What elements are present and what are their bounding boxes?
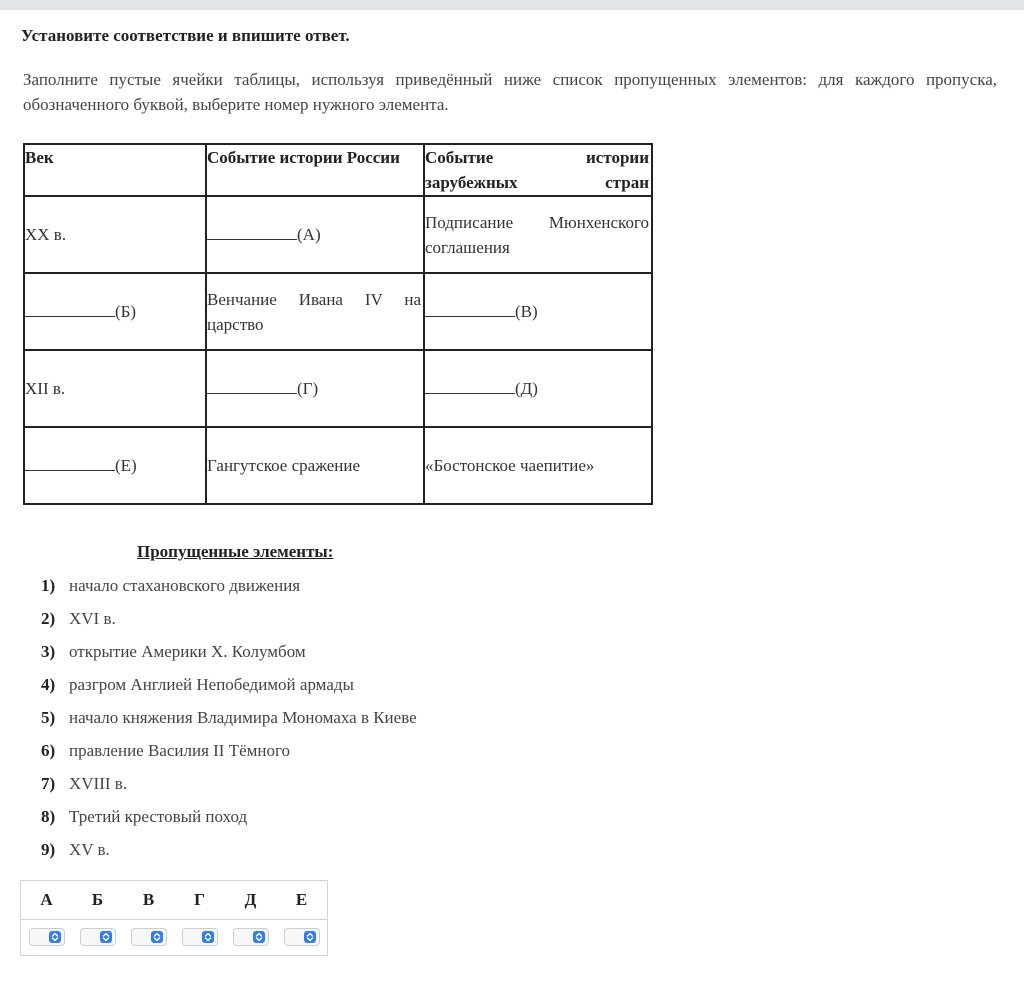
list-item: 3) открытие Америки Х. Колумбом (41, 642, 306, 661)
task-instruction: Заполните пустые ячейки таблицы, используя приведённый ниже список пропущенных элементов: для каждого пропуска, обозначенного буквой, выберите номер нужного элемента. (23, 70, 997, 114)
answer-select-b[interactable] (80, 928, 116, 946)
header-foreign-event: Событие истории зарубежных стран (424, 144, 652, 196)
list-item: 9) XV в. (41, 840, 110, 859)
cell-russia-event: (Г) (206, 350, 424, 427)
table-row (24, 427, 652, 504)
blank-line (425, 376, 515, 394)
answer-letter-a: А (40, 890, 53, 909)
chevron-updown-icon (151, 931, 163, 943)
blank-line (25, 299, 115, 317)
cell-century: XII в. (24, 350, 206, 427)
table-row (24, 196, 652, 273)
task-title: Установите соответствие и впишите ответ. (21, 26, 350, 45)
cell-russia-event: Гангутское сражение (206, 427, 424, 504)
blank-line (25, 453, 115, 471)
cell-century: (Е) (24, 427, 206, 504)
answer-select-v[interactable] (131, 928, 167, 946)
answer-letter-g: Г (194, 890, 205, 909)
chevron-updown-icon (100, 931, 112, 943)
missing-elements-heading: Пропущенные элементы: (137, 542, 334, 561)
answer-letter-v: В (142, 890, 155, 909)
cell-century: (Б) (24, 273, 206, 350)
answer-select-d[interactable] (233, 928, 269, 946)
chevron-updown-icon (49, 931, 61, 943)
chevron-updown-icon (304, 931, 316, 943)
list-item: 5) начало княжения Владимира Мономаха в Киеве (41, 708, 417, 727)
cell-foreign-event: Подписание Мюнхенского соглашения (424, 196, 652, 273)
answer-divider (21, 919, 327, 920)
answer-select-e[interactable] (284, 928, 320, 946)
list-item: 7) XVIII в. (41, 774, 128, 793)
answer-form (20, 880, 328, 956)
cell-foreign-event: (Д) (424, 350, 652, 427)
answer-select-a[interactable] (29, 928, 65, 946)
answer-letters-row (21, 881, 327, 919)
table-header-row (24, 144, 652, 196)
list-item: 6) правление Василия II Тёмного (41, 741, 291, 760)
list-item: 1) начало стахановского движения (41, 576, 301, 595)
chevron-updown-icon (253, 931, 265, 943)
blank-line (425, 299, 515, 317)
list-item: 8) Третий крестовый поход (41, 807, 248, 826)
cell-russia-event: (А) (206, 196, 424, 273)
list-item: 2) XVI в. (41, 609, 116, 628)
events-table (23, 143, 653, 505)
cell-foreign-event: (В) (424, 273, 652, 350)
blank-line (207, 222, 297, 240)
cell-foreign-event: «Бостонское чаепитие» (424, 427, 652, 504)
table-row (24, 273, 652, 350)
header-russia-event: Событие истории России (206, 144, 424, 196)
table-row (24, 350, 652, 427)
cell-russia-event: Венчание Ивана IV на царство (206, 273, 424, 350)
list-item: 4) разгром Англией Непобедимой армады (41, 675, 354, 694)
missing-elements-list (0, 575, 417, 872)
cell-century: XX в. (24, 196, 206, 273)
answer-letter-d: Д (244, 890, 257, 909)
blank-line (207, 376, 297, 394)
header-century: Век (24, 144, 206, 196)
top-bar (0, 0, 1024, 10)
answer-letter-b: Б (91, 890, 104, 909)
answer-letter-e: Е (295, 890, 308, 909)
answer-select-g[interactable] (182, 928, 218, 946)
chevron-updown-icon (202, 931, 214, 943)
